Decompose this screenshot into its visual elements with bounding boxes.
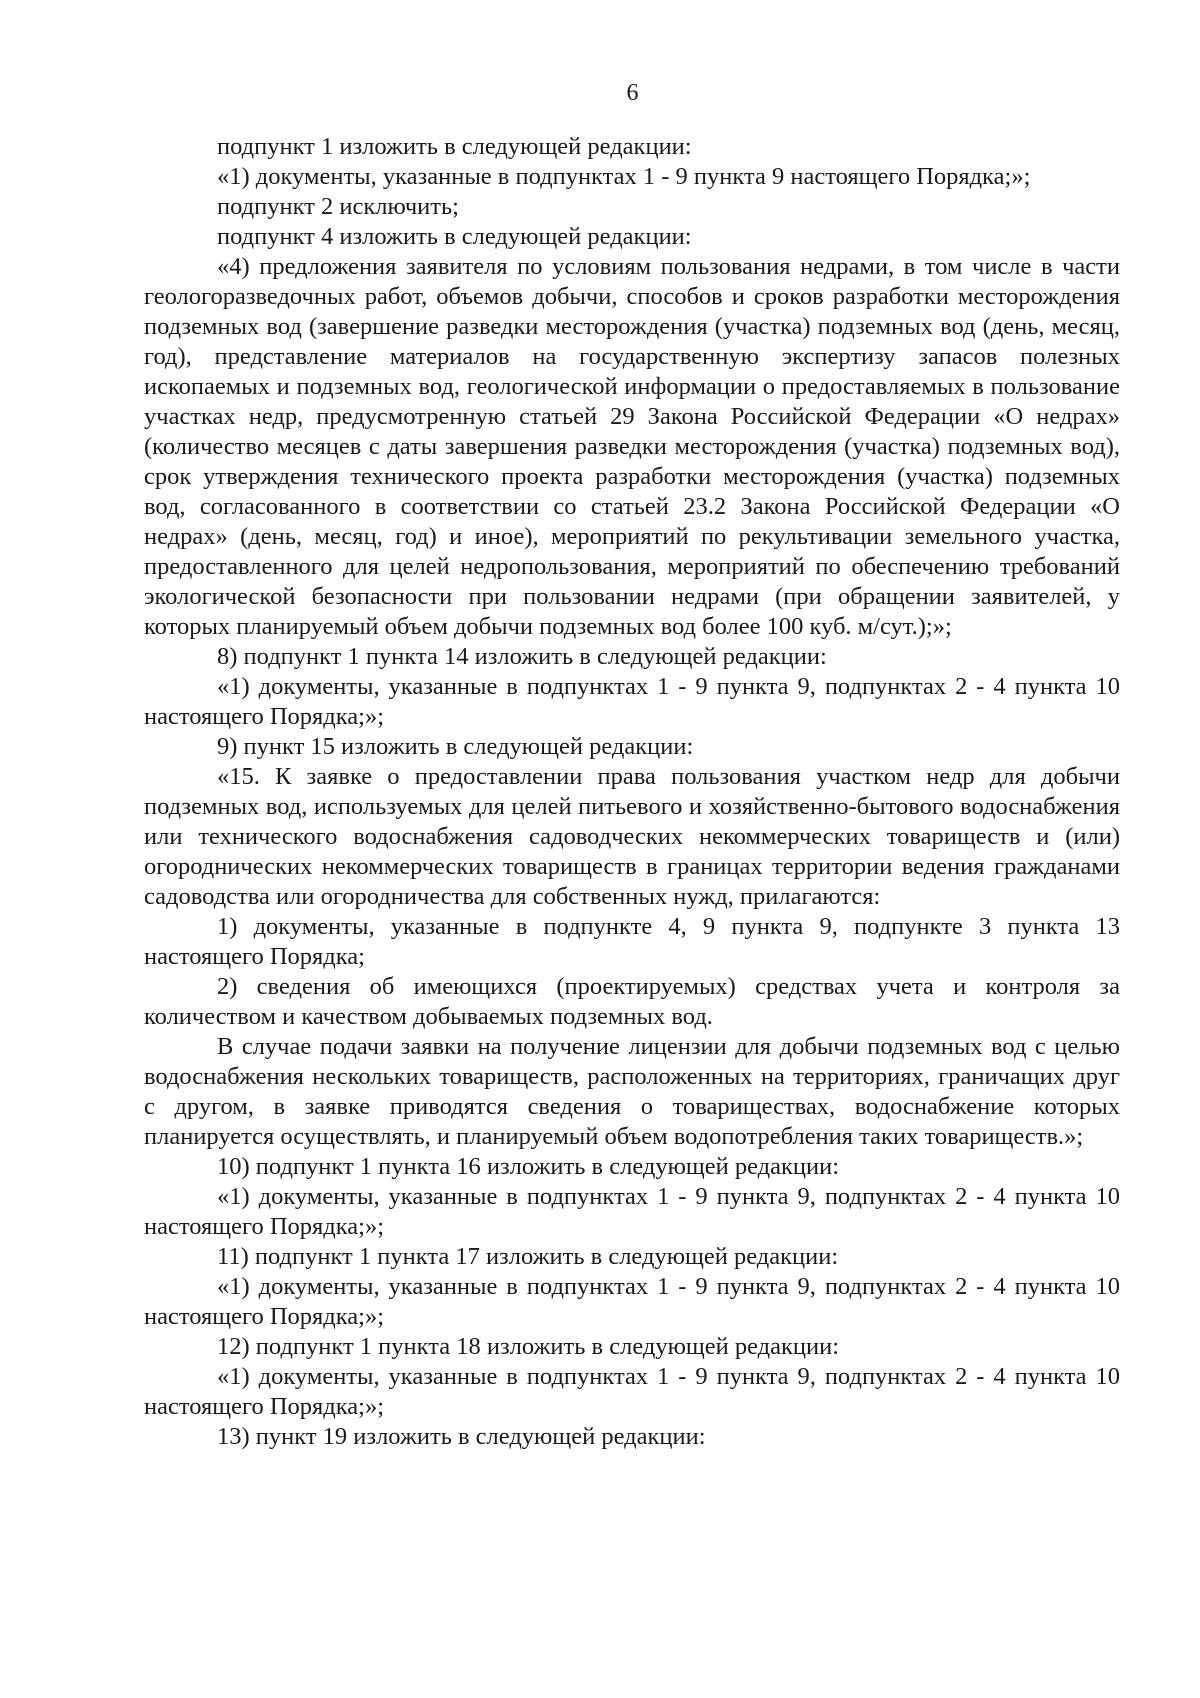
document-body (144, 132, 1120, 1452)
paragraph: 1) документы, указанные в подпункте 4, 9 пункта 9, подпункте 3 пункта 13 настоящего Порядка; (144, 913, 1120, 970)
paragraph: 9) пункт 15 изложить в следующей редакции: (217, 733, 694, 760)
paragraph: «1) документы, указанные в подпунктах 1 - 9 пункта 9, подпунктах 2 - 4 пункта 10 настоящего Порядка;»; (144, 673, 1120, 730)
paragraph: 8) подпункт 1 пункта 14 изложить в следующей редакции: (217, 643, 827, 670)
paragraph: 11) подпункт 1 пункта 17 изложить в следующей редакции: (217, 1243, 839, 1270)
paragraph: 2) сведения об имеющихся (проектируемых) средствах учета и контроля за количеством и качеством добываемых подземных вод. (144, 973, 1120, 1030)
paragraph: «1) документы, указанные в подпунктах 1 - 9 пункта 9, подпунктах 2 - 4 пункта 10 настоящего Порядка;»; (144, 1183, 1120, 1240)
paragraph: «1) документы, указанные в подпунктах 1 - 9 пункта 9, подпунктах 2 - 4 пункта 10 настоящего Порядка;»; (144, 1363, 1120, 1420)
paragraph: «15. К заявке о предоставлении права пользования участком недр для добычи подземных вод, используемых для целей питьевого и хозяйственно-бытового водоснабжения или технического водоснабжения садоводческих некоммерческих товариществ и (или) огороднических некоммерческих товариществ в границах территории ведения гражданами садоводства или огородничества для собственных нужд, прилагаются: (144, 763, 1120, 910)
paragraph: подпункт 2 исключить; (217, 193, 459, 220)
paragraph: «1) документы, указанные в подпунктах 1 - 9 пункта 9 настоящего Порядка;»; (217, 163, 1031, 190)
paragraph: «1) документы, указанные в подпунктах 1 - 9 пункта 9, подпунктах 2 - 4 пункта 10 настоящего Порядка;»; (144, 1273, 1120, 1330)
paragraph: 10) подпункт 1 пункта 16 изложить в следующей редакции: (217, 1153, 840, 1180)
paragraph: подпункт 1 изложить в следующей редакции: (217, 133, 692, 160)
page-number: 6 (626, 80, 639, 106)
paragraph: 12) подпункт 1 пункта 18 изложить в следующей редакции: (217, 1333, 840, 1360)
paragraph: В случае подачи заявки на получение лицензии для добычи подземных вод с целью водоснабжения нескольких товариществ, расположенных на территориях, граничащих друг с другом, в заявке приводятся сведения о товариществах, водоснабжение которых планируется осуществлять, и планируемый объем водопотребления таких товариществ.»; (144, 1033, 1120, 1150)
paragraph: «4) предложения заявителя по условиям пользования недрами, в том числе в части геологоразведочных работ, объемов добычи, способов и сроков разработки месторождения подземных вод (завершение разведки месторождения (участка) подземных вод (день, месяц, год), представление материалов на государственную экспертизу запасов полезных ископаемых и подземных вод, геологической информации о предоставляемых в пользование участках недр, предусмотренную статьей 29 Закона Российской Федерации «О недрах» (количество месяцев с даты завершения разведки месторождения (участка) подземных вод), срок утверждения технического проекта разработки месторождения (участка) подземных вод, согласованного в соответствии со статьей 23.2 Закона Российской Федерации «О недрах» (день, месяц, год) и иное), мероприятий по рекультивации земельного участка, предоставленного для целей недропользования, мероприятий по обеспечению требований экологической безопасности при пользовании недрами (при обращении заявителей, у которых планируемый объем добычи подземных вод более 100 куб. м/сут.);»; (144, 253, 1120, 640)
paragraph: 13) пункт 19 изложить в следующей редакции: (217, 1423, 706, 1450)
paragraph: подпункт 4 изложить в следующей редакции: (217, 223, 692, 250)
